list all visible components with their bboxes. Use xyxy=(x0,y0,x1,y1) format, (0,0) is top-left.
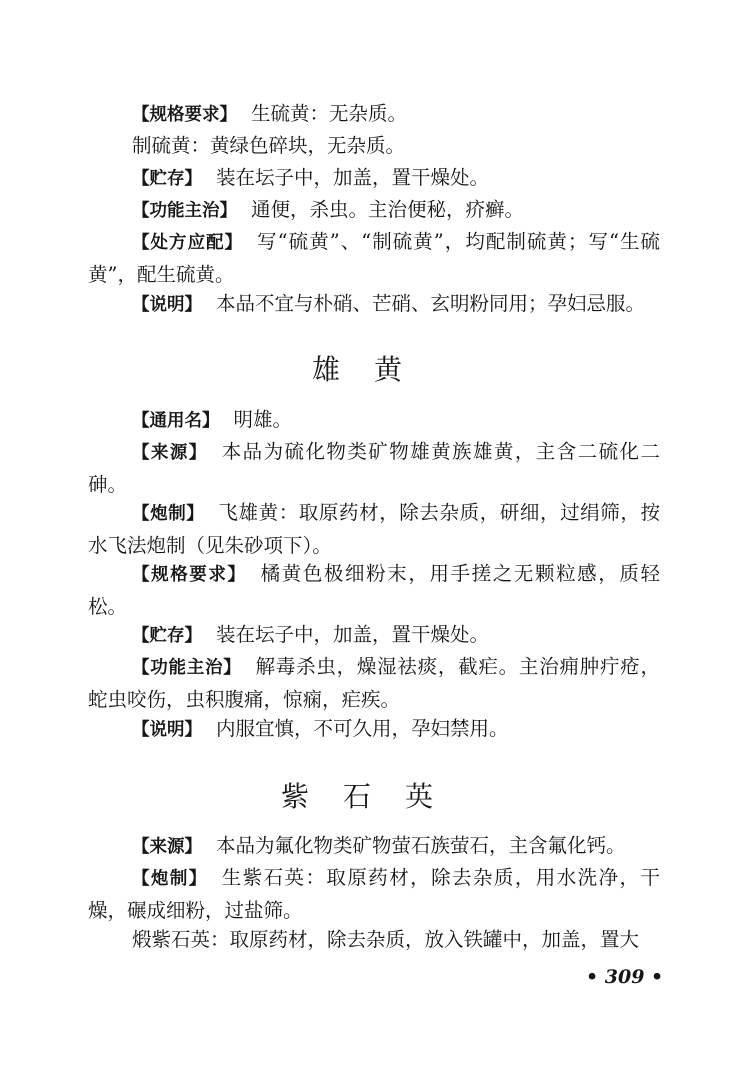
realgar-storage-text: 装在坛子中，加盖，置干燥处。 xyxy=(216,623,490,646)
sulfur-prescription-text: 写“硫黄”、“制硫黄”，均配制硫黄；写“生硫黄”，配生硫黄。 xyxy=(88,230,660,286)
page-number: • 309 • xyxy=(586,966,664,988)
realgar-storage xyxy=(88,619,660,652)
fluorite-source-label: 【来源】 xyxy=(132,837,202,857)
sulfur-function-label: 【功能主治】 xyxy=(132,201,237,221)
realgar-common-name-label: 【通用名】 xyxy=(132,411,220,431)
sulfur-function-text: 通便，杀虫。主治便秘，疥癣。 xyxy=(251,198,525,221)
realgar-function-label: 【功能主治】 xyxy=(132,658,242,678)
realgar-source-text: 本品为硫化物类矿物雄黄族雄黄，主含二硫化二砷。 xyxy=(88,440,660,496)
sulfur-prescription-label: 【处方应配】 xyxy=(132,233,244,253)
realgar-processing-label: 【炮制】 xyxy=(132,504,205,524)
sulfur-storage-label: 【贮存】 xyxy=(132,169,202,189)
realgar-common-name-text: 明雄。 xyxy=(233,408,293,431)
realgar-processing-text: 飞雄黄：取原药材，除去杂质，研细，过绢筛，按水飞法炮制（见朱砂项下）。 xyxy=(88,501,660,557)
sulfur-storage xyxy=(88,162,660,195)
realgar-note-text: 内服宜慎，不可久用，孕妇禁用。 xyxy=(216,717,509,740)
realgar-note xyxy=(88,713,660,746)
sulfur-spec-text: 生硫黄：无杂质。 xyxy=(251,102,408,125)
fluorite-title: 紫石英 xyxy=(280,780,467,813)
realgar-common-name xyxy=(88,404,660,437)
realgar-function xyxy=(88,651,660,716)
sulfur-note xyxy=(88,288,660,321)
fluorite-processing xyxy=(88,862,660,927)
sulfur-storage-text: 装在坛子中，加盖，置干燥处。 xyxy=(216,166,490,189)
realgar-storage-label: 【贮存】 xyxy=(132,626,202,646)
realgar-spec xyxy=(88,558,660,623)
sulfur-note-label: 【说明】 xyxy=(132,295,202,315)
sulfur-spec xyxy=(88,98,660,131)
fluorite-source xyxy=(88,830,660,863)
realgar-spec-label: 【规格要求】 xyxy=(132,565,247,585)
fluorite-processing-calcined: 煅紫石英：取原药材，除去杂质，放入铁罐中，加盖，置大 xyxy=(132,928,640,951)
realgar-function-text: 解毒杀虫，燥湿祛痰，截疟。主治痈肿疔疮，蛇虫咬伤，虫积腹痛，惊痫，疟疾。 xyxy=(88,655,660,711)
sulfur-spec-prepared: 制硫黄：黄绿色碎块，无杂质。 xyxy=(132,134,406,157)
sulfur-prescription xyxy=(88,226,660,291)
fluorite-processing-label: 【炮制】 xyxy=(132,869,208,889)
realgar-note-label: 【说明】 xyxy=(132,720,202,740)
realgar-processing xyxy=(88,497,660,562)
realgar-source-label: 【来源】 xyxy=(132,443,208,463)
sulfur-note-text: 本品不宜与朴硝、芒硝、玄明粉同用；孕妇忌服。 xyxy=(216,292,646,315)
fluorite-source-text: 本品为氟化物类矿物萤石族萤石，主含氟化钙。 xyxy=(216,834,626,857)
sulfur-function xyxy=(88,194,660,227)
realgar-title: 雄黄 xyxy=(311,353,436,386)
realgar-source xyxy=(88,436,660,501)
sulfur-spec-label: 【规格要求】 xyxy=(132,105,237,125)
realgar-spec-text: 橘黄色极细粉末，用手搓之无颗粒感，质轻松。 xyxy=(88,562,660,618)
fluorite-processing-text: 生紫石英：取原药材，除去杂质，用水洗净，干燥，碾成细粉，过盐筛。 xyxy=(88,866,660,922)
